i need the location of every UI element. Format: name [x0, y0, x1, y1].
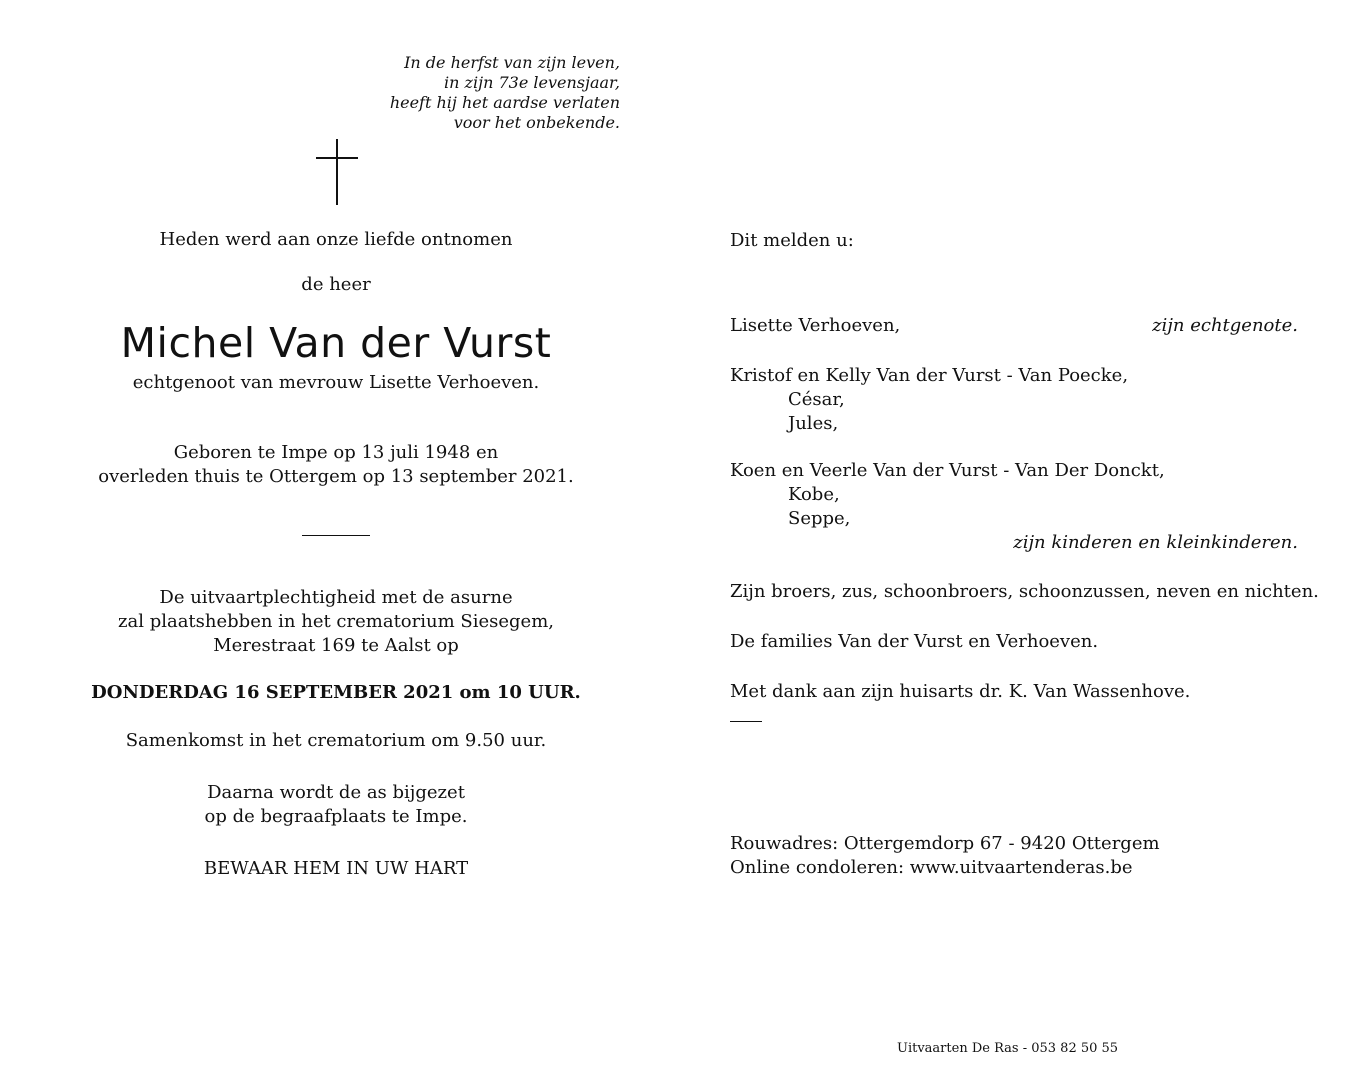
family-parents: Kristof en Kelly Van der Vurst - Van Poecke, — [730, 365, 1129, 386]
poem — [300, 53, 620, 133]
family-child: César, — [788, 389, 845, 410]
announce-line: Dit melden u: — [730, 230, 854, 251]
divider — [302, 535, 370, 536]
ceremony-line: zal plaatshebben in het crematorium Siesegem, — [118, 611, 554, 632]
families-line: De families Van der Vurst en Verhoeven. — [730, 631, 1099, 652]
poem-line: voor het onbekende. — [453, 113, 620, 132]
spouse-name: Lisette Verhoeven, — [730, 315, 901, 336]
online-line: Online condoleren: www.uitvaartenderas.be — [730, 857, 1133, 878]
relatives-line: Zijn broers, zus, schoonbroers, schoonzussen, neven en nichten. — [730, 581, 1319, 602]
family-parents: Koen en Veerle Van der Vurst - Van Der Donckt, — [730, 460, 1165, 481]
birth-line: Geboren te Impe op 13 juli 1948 en — [173, 442, 499, 463]
ceremony-line: De uitvaartplechtigheid met de asurne — [159, 587, 513, 608]
closing-line: BEWAAR HEM IN UW HART — [203, 858, 469, 879]
thanks-line: Met dank aan zijn huisarts dr. K. Van Wassenhove. — [730, 681, 1191, 702]
spouse-role: zijn echtgenote. — [1152, 315, 1298, 336]
burial-line: op de begraafplaats te Impe. — [204, 806, 468, 827]
deceased-name: Michel Van der Vurst — [120, 319, 552, 367]
ceremony-line: Merestraat 169 te Aalst op — [213, 635, 459, 656]
poem-line: heeft hij het aardse verlaten — [389, 93, 620, 112]
gathering-line: Samenkomst in het crematorium om 9.50 uur. — [125, 730, 547, 751]
ceremony-date: DONDERDAG 16 SEPTEMBER 2021 om 10 UUR. — [91, 682, 581, 703]
intro-text: Heden werd aan onze liefde ontnomen — [159, 229, 513, 250]
spouse-line: echtgenoot van mevrouw Lisette Verhoeven. — [132, 372, 540, 393]
poem-line: In de herfst van zijn leven, — [404, 53, 620, 72]
cross-icon — [316, 139, 358, 205]
children-role: zijn kinderen en kleinkinderen. — [1013, 532, 1298, 553]
family-child: Jules, — [788, 413, 839, 434]
death-line: overleden thuis te Ottergem op 13 september 2021. — [98, 466, 574, 487]
poem-line: in zijn 73e levensjaar, — [444, 73, 620, 92]
title-prefix: de heer — [301, 274, 371, 295]
footer-credit: Uitvaarten De Ras - 053 82 50 55 — [897, 1041, 1119, 1056]
family-child: Seppe, — [788, 508, 851, 529]
burial-line: Daarna wordt de as bijgezet — [207, 782, 465, 803]
address-line: Rouwadres: Ottergemdorp 67 - 9420 Ottergem — [730, 833, 1160, 854]
family-child: Kobe, — [788, 484, 840, 505]
short-divider — [730, 721, 762, 722]
